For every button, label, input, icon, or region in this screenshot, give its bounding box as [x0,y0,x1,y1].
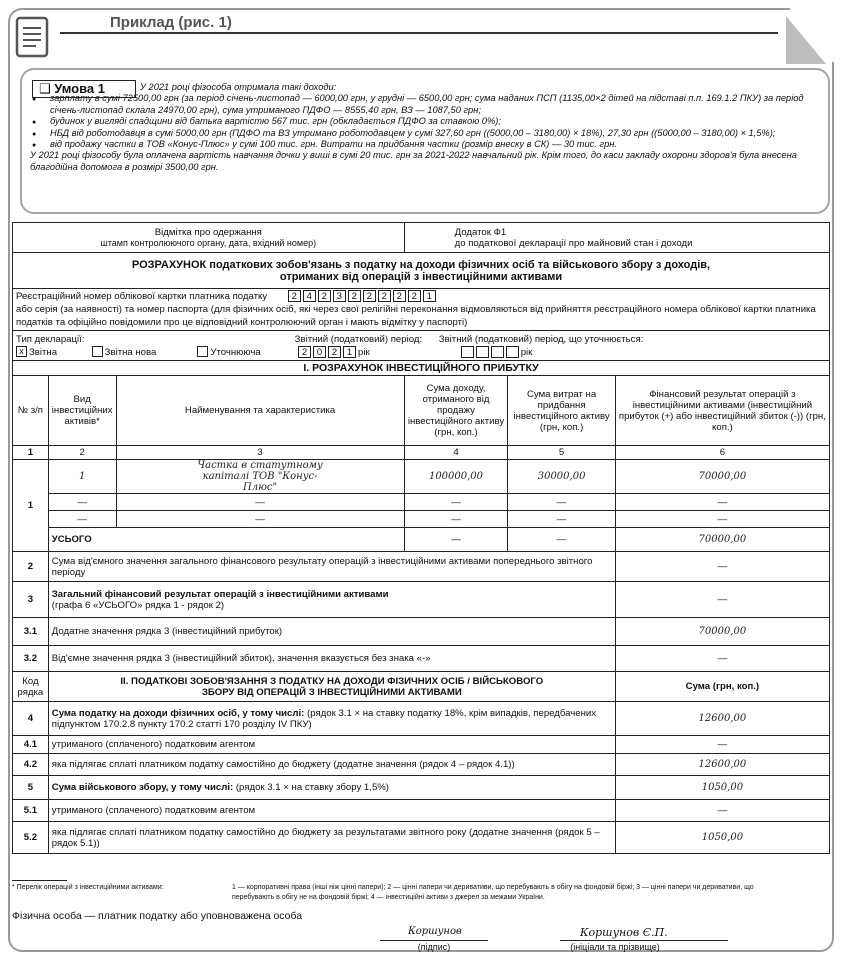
section1-title: I. РОЗРАХУНОК ІНВЕСТИЦІЙНОГО ПРИБУТКУ [13,361,830,376]
row-code: 4.2 [13,754,49,776]
type-new-checkbox[interactable] [92,346,103,357]
reg-digit: 2 [363,290,376,302]
reg-digit: 2 [393,290,406,302]
row51-value: — [615,800,829,822]
condition-item: ● НБД від роботодавця в сумі 5000,00 грн (ПДФО та ВЗ утримано роботодавцем у сумі 327,60 грн ((5000,00 – 3180,00) × 18%), 27,30 грн ((5000,00 – 3180,00) × 1,5%); [30,128,818,139]
row51-text: утриманого (сплаченого) податковим агентом [48,800,615,822]
dash-cell: — [48,494,116,511]
calc-title: РОЗРАХУНОК податкових зобов'язань з податку на доходи фізичних осіб та військового збору з доходів, отриманих від операцій з інвестиційними активами [13,253,830,289]
type-regular-label: Звітна [29,346,58,358]
appendix-title: Додаток Ф1 [454,226,507,238]
signer-name: Коршунов Є.П. [580,926,668,939]
row-code: 5 [13,776,49,800]
row5-desc: (рядок 3.1 × на ставку збору 1,5%) [235,782,389,793]
reg-digit: 4 [303,290,316,302]
reg-digits[interactable] [288,291,438,302]
signer-label: Фізична особа — платник податку або уповноважена особа [12,910,303,922]
dash-cell: — [615,511,829,528]
footnote-label: * Перелік операцій з інвестиційними активами: [12,884,164,891]
row1-name: Частка в статутному капіталі ТОВ "Конус-Плюс" [116,460,404,494]
condition-item: ● від продажу частки в ТОВ «Конус-Плюс» у сумі 100 тис. грн. Витрати на придбання частки (розмір внеску в СК) — 30 тис. грн. [30,139,818,150]
clarify-digit [476,346,489,358]
row1-no: 1 [13,460,49,552]
row-code: 3.1 [13,618,49,646]
col-income-header: Сума доходу, отриманого від продажу інвестиційного активу (грн, коп.) [404,376,508,446]
condition-text [30,82,818,173]
total-label: УСЬОГО [48,528,404,552]
total-result: 70000,00 [615,528,829,552]
condition-outro: У 2021 році фізособу була оплачена вартість навчання дочки у виші в сумі 20 тис. грн за 2021-2022 навчальний рік. Крім того, до каси закладу охорони здоров'я була внесена благодійна допомога в розмірі 3500,00 грн. [30,150,797,172]
row3-title: Загальний фінансовий результат операцій з інвестиційними активами [51,588,389,600]
clarify-year-word: рік [520,346,533,358]
col-no-header: № з/п [13,376,49,446]
row-code: 4 [13,702,49,736]
col-kind-header: Вид інвестиційних активів* [48,376,116,446]
reg-note: або серія (за наявності) та номер паспорта (для фізичних осіб, які через свої релігійні переконання відмовляються від прийняття реєстраційного номера облікової картки платника податків та офіційно повідомили про це відповідний контролюючий орган і мають відмітку у паспорті) [16,304,816,328]
dash-cell: — [404,528,508,552]
row-code: 5.1 [13,800,49,822]
condition-panel [20,68,830,214]
row2-text: Сума від'ємного значення загального фінансового результату операцій з інвестиційними активами попереднього звітного періоду [48,552,615,582]
row1-result: 70000,00 [615,460,829,494]
reg-digit: 2 [408,290,421,302]
row31-value: 70000,00 [615,618,829,646]
reg-digit: 2 [348,290,361,302]
clarify-period-label: Звітний (податковий) період, що уточнюється: [438,333,644,345]
reg-digit: 1 [423,290,436,302]
sum-header: Сума (грн, коп.) [615,672,829,702]
period-digit: 0 [313,346,326,358]
page-title: Приклад (рис. 1) [110,14,232,31]
reg-digit: 2 [318,290,331,302]
row52-text: яка підлягає сплаті платником податку самостійно до бюджету за результатами звітного року (додатне значення (рядок 5 – рядок 5.1)) [48,822,615,854]
row5-text [48,776,615,800]
code-header: Код рядка [13,672,49,702]
row41-text: утриманого (сплаченого) податковим агентом [48,736,615,754]
row-code: 3.2 [13,646,49,672]
period-digits[interactable] [298,347,358,358]
reg-digit: 2 [288,290,301,302]
dash-cell: — [404,494,508,511]
row1-expense: 30000,00 [508,460,615,494]
dash-cell: — [508,528,615,552]
signature-line [380,940,488,941]
appendix-cell [404,223,829,253]
col-result-header: Фінансовий результат операцій з інвестиційними активами (інвестиційний прибуток (+) або інвестиційний збиток (-)) (грн, коп.) [615,376,829,446]
row-code: 2 [13,552,49,582]
row1-kind: 1 [48,460,116,494]
reg-digit: 2 [378,290,391,302]
footnote-text: 1 — корпоративні права (інші ніж цінні папери); 2 — цінні папери чи деривативи, що перебувають в обігу на фондовій біржі; 3 — цінні папери чи деривативи, що перебувають в обігу не на фондовій біржі; 4 — інвестиційні активи з джерел за межами України. [232,884,754,901]
declaration-type-cell [13,331,830,361]
type-regular-checkbox[interactable]: x [16,346,27,357]
row41-value: — [615,736,829,754]
f1-form-table [12,222,830,854]
row42-text: яка підлягає сплаті платником податку самостійно до бюджету (додатне значення (рядок 4 – рядок 4.1)) [48,754,615,776]
signature-caption: (підпис) [417,942,451,952]
dash-cell: — [116,511,404,528]
stamp-title: Відмітка про одержання [154,227,262,238]
dash-cell: — [116,494,404,511]
col-name-header: Найменування та характеристика [116,376,404,446]
dash-cell: — [508,494,615,511]
type-clarify-label: Уточнююча [210,346,261,358]
clarify-digit [506,346,519,358]
period-digit: 2 [328,346,341,358]
reg-digit: 3 [333,290,346,302]
appendix-sub: до податкової декларації про майновий стан і доходи [454,237,693,249]
row4-desc: (рядок 3.1 × на ставку податку 18%, крім випадків, передбачених підпунктом 170.2.8 пункту 170.2 статті 170 розділу IV ПКУ) [51,707,597,730]
year-word: рік [358,346,370,358]
row-code: 4.1 [13,736,49,754]
name-caption: (ініціали та прізвище) [570,942,660,952]
reg-number-cell [13,289,830,331]
condition-intro: У 2021 році фізособа отримала такі доходи: [140,82,337,92]
row42-value: 12600,00 [615,754,829,776]
row5-title: Сума військового збору, у тому числі: [51,782,234,793]
title-underline [60,32,778,34]
row1-income: 100000,00 [404,460,508,494]
decl-type-label: Тип декларації: [16,333,85,345]
row32-value: — [615,646,829,672]
type-clarify-checkbox[interactable] [197,346,208,357]
stamp-cell [13,223,405,253]
clarify-digit [491,346,504,358]
clarify-period-digits[interactable] [461,347,521,358]
dash-cell: — [48,511,116,528]
period-digit: 2 [298,346,311,358]
col-num: 4 [404,446,508,460]
row3-value: — [615,582,829,618]
page-corner-fold [786,16,826,64]
row3-text [48,582,615,618]
row52-value: 1050,00 [615,822,829,854]
type-new-label: Звітна нова [104,346,157,358]
col-num: 5 [508,446,615,460]
condition-item: ● зарплату в сумі 72500,00 грн (за період січень-листопад — 6000,00 грн, у грудні — 6500,00 грн; сума наданих ПСП (1135,00×2 дітей на підставі п.п. 169.1.2 ПКУ) за період січень-листопад склала 24970,00 грн), сума утриманого ПДФО — 8555,40 грн, ВЗ — 1087,50 грн; [30,93,818,116]
document-icon [14,14,52,60]
row31-text: Додатне значення рядка 3 (інвестиційний прибуток) [48,618,615,646]
col-num: 6 [615,446,829,460]
row4-title: Сума податку на доходи фізичних осіб, у тому числі: [51,707,305,719]
dash-cell: — [615,494,829,511]
col-expense-header: Сума витрат на придбання інвестиційного активу (грн, коп.) [508,376,615,446]
period-digit: 1 [343,346,356,358]
reg-label: Реєстраційний номер облікової картки платника податку [16,291,268,302]
col-num: 2 [48,446,116,460]
period-label: Звітний (податковий) період: [294,333,423,345]
row-code: 5.2 [13,822,49,854]
condition-item: ● будинок у вигляді спадщини від батька вартістю 567 тис. грн (обкладається ПДФО за ставкою 0%); [30,116,818,127]
signature: Коршунов [408,926,462,937]
section2-title: II. ПОДАТКОВІ ЗОБОВ'ЯЗАННЯ З ПОДАТКУ НА ДОХОДИ ФІЗИЧНИХ ОСІБ / ВІЙСЬКОВОГО ЗБОРУ ВІД ОПЕРАЦІЙ З ІНВЕСТИЦІЙНИМИ АКТИВАМИ [48,672,615,702]
col-num: 1 [13,446,49,460]
row4-value: 12600,00 [615,702,829,736]
name-line [560,940,728,941]
row32-text: Від'ємне значення рядка 3 (інвестиційний збиток), значення вказується без знака «-» [48,646,615,672]
dash-cell: — [508,511,615,528]
row-code: 3 [13,582,49,618]
row3-sub: (графа 6 «УСЬОГО» рядка 1 - рядок 2) [51,599,225,611]
row2-value: — [615,552,829,582]
condition-label-text: Умова 1 [54,81,105,96]
clarify-digit [461,346,474,358]
footnote-separator [12,880,67,881]
row4-text [48,702,615,736]
row5-value: 1050,00 [615,776,829,800]
col-num: 3 [116,446,404,460]
dash-cell: — [404,511,508,528]
stamp-sub: штамп контролюючого органу, дата, вхідний номер) [100,238,317,248]
condition-label: ❑ Умова 1 [32,80,136,98]
